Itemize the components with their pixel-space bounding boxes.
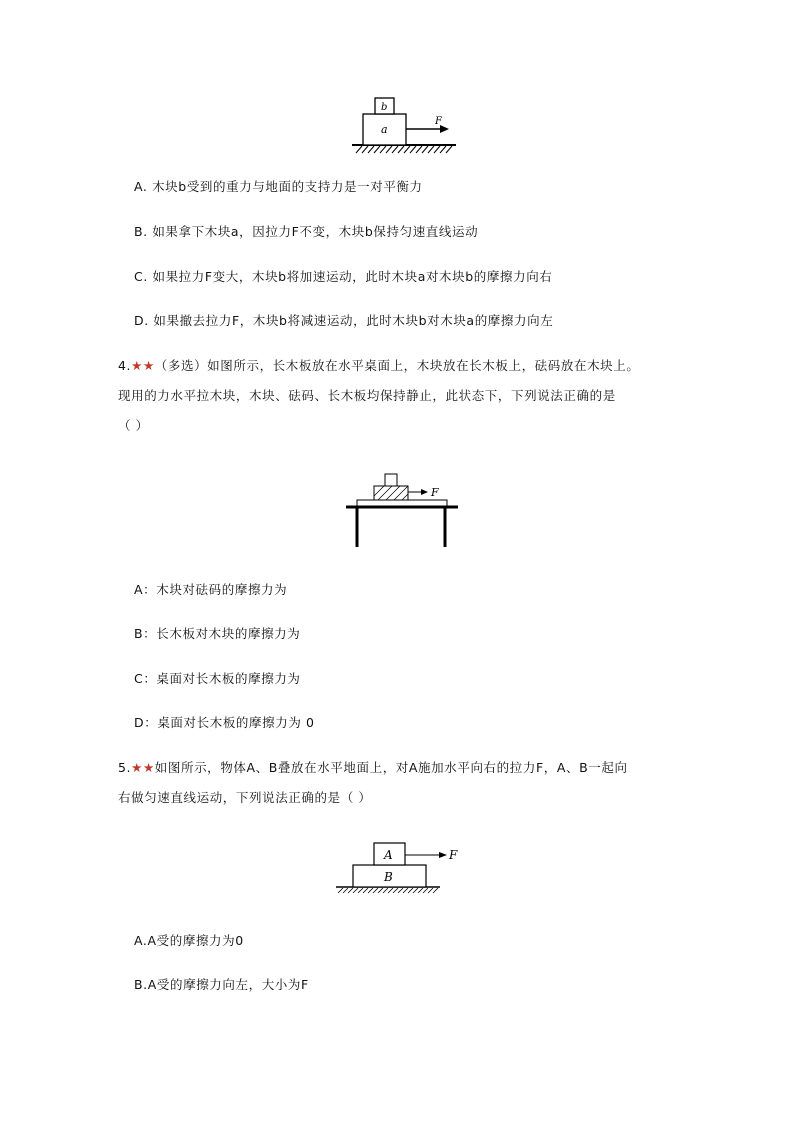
q4-stem-line1 [118, 358, 639, 374]
q5-stem-line1 [118, 760, 628, 776]
label-force-f: F [435, 116, 442, 127]
q5-option-a: A.A受的摩擦力为0 [134, 933, 244, 948]
q4-option-a: A：木块对砝码的摩擦力为 [134, 582, 288, 597]
label-A: A [384, 848, 393, 862]
q3-option-c: C. 如果拉力F变大，木块b将加速运动，此时木块a对木块b的摩擦力向右 [134, 269, 553, 284]
q5-stem-line2: 右做匀速直线运动，下列说法正确的是（ ） [118, 790, 372, 805]
label-B: B [384, 870, 393, 884]
q5-stars: ★★ [131, 760, 155, 775]
q3-option-b: B. 如果拿下木块a，因拉力F不变，木块b保持匀速直线运动 [134, 224, 479, 239]
q4-stars: ★★ [131, 358, 155, 373]
figure-blocks-AB [336, 843, 458, 893]
figure-table [346, 474, 458, 547]
q4-stem-line2: 现用的力水平拉木块，木块、砝码、长木板均保持静止，此状态下，下列说法正确的是 [118, 388, 616, 403]
long-board [357, 500, 447, 506]
q3-option-a: A. 木块b受到的重力与地面的支持力是一对平衡力 [134, 179, 423, 194]
q4-text1: （多选）如图所示，长木板放在水平桌面上，木块放在长木板上，砝码放在木块上。 [154, 358, 640, 373]
q4-option-d: D：桌面对长木板的摩擦力为 0 [134, 715, 315, 730]
q4-answer-blank: （ ） [118, 418, 149, 433]
figure1-ground [352, 145, 456, 153]
label-a: a [381, 123, 388, 136]
q5-option-b: B.A受的摩擦力向左，大小为F [134, 977, 309, 992]
label-force-f3: F [449, 848, 458, 862]
q4-option-c: C：桌面对长木板的摩擦力为 [134, 671, 301, 686]
q5-number: 5. [118, 760, 132, 775]
q4-option-b: B：长木板对木块的摩擦力为 [134, 626, 301, 641]
q4-number: 4. [118, 358, 132, 373]
q3-option-d: D. 如果撤去拉力F，木块b将减速运动，此时木块b对木块a的摩擦力向左 [134, 313, 554, 328]
wooden-block [374, 486, 408, 500]
label-b: b [381, 102, 388, 113]
weight [385, 474, 397, 486]
q5-text1: 如图所示，物体A、B叠放在水平地面上，对A施加水平向右的拉力F，A、B一起向 [154, 760, 628, 775]
label-force-f2: F [431, 486, 439, 499]
